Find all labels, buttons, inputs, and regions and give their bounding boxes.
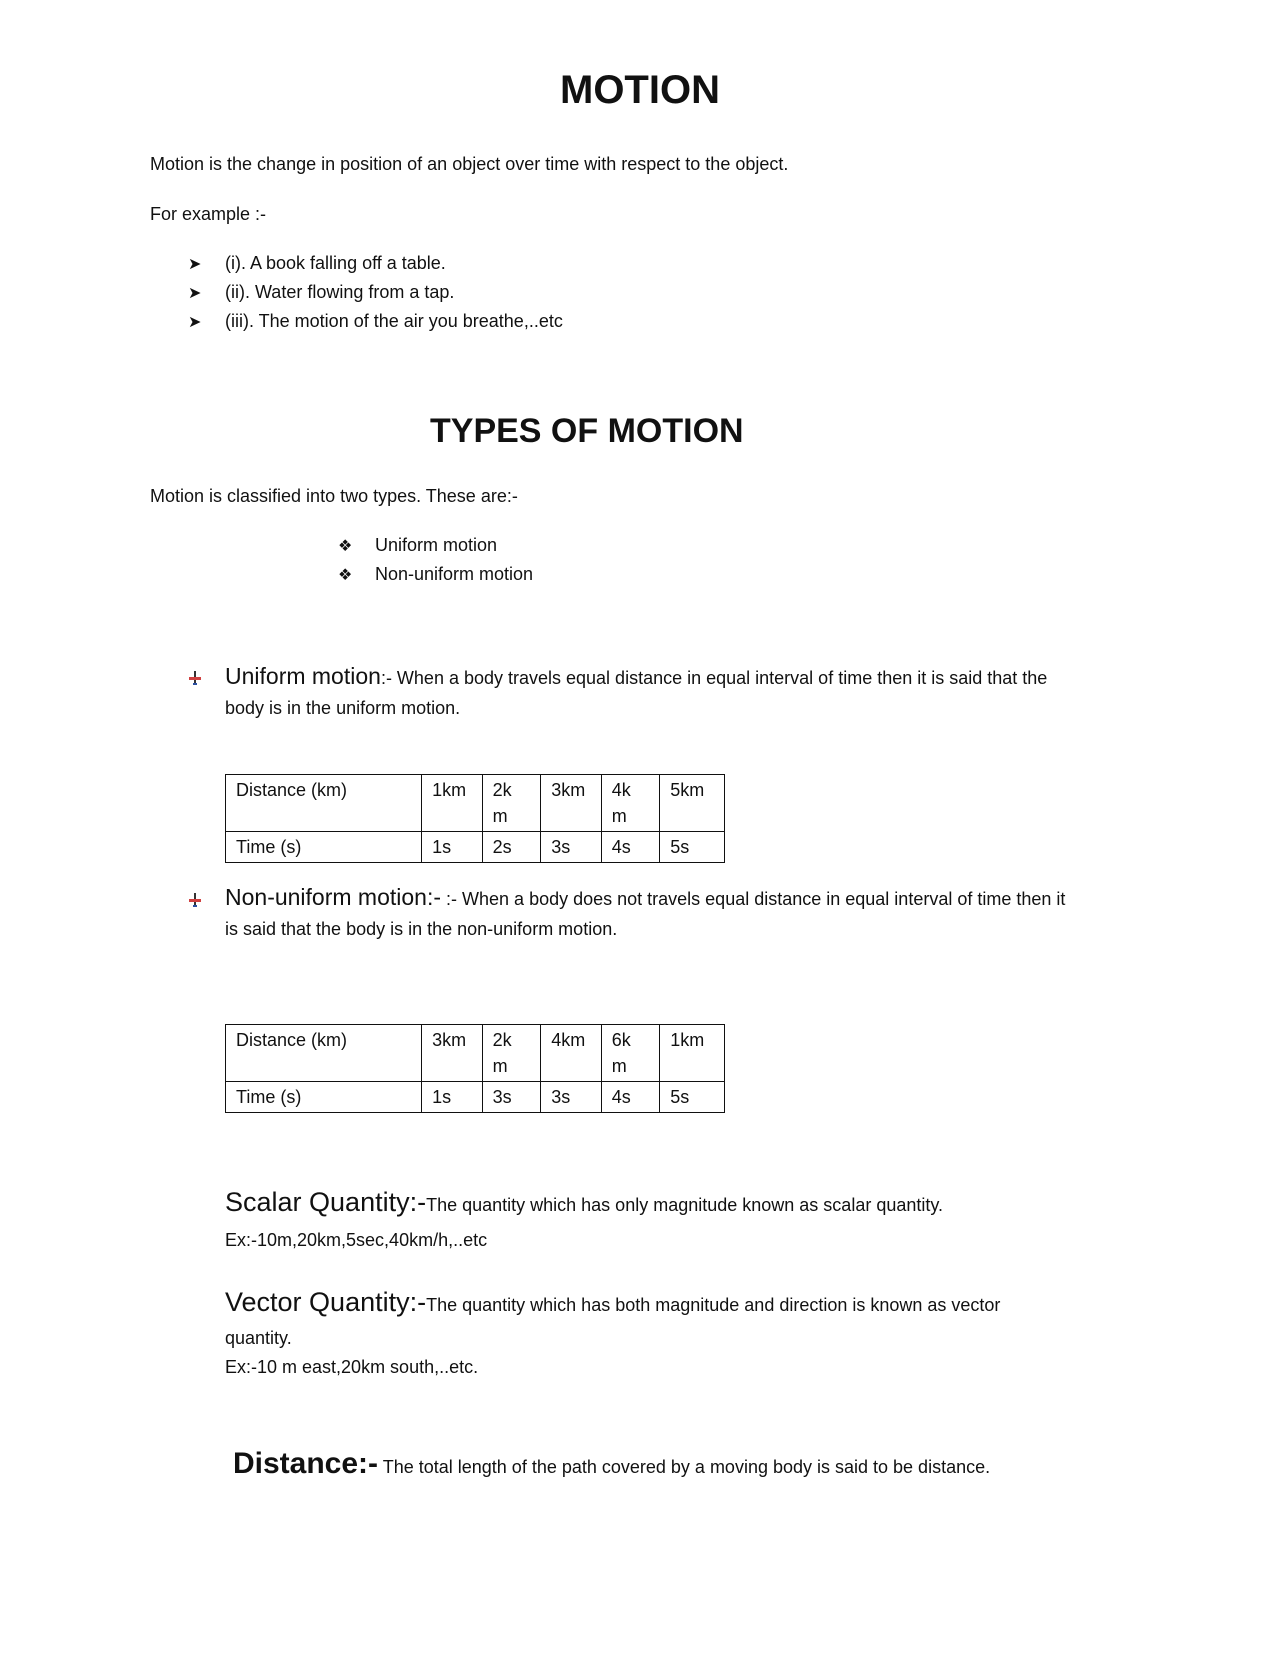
table-cell: 2k m [482,1025,541,1082]
table-row [226,1082,725,1113]
vector-head: Vector Quantity:- [225,1287,427,1317]
table-cell: 4s [601,1082,660,1113]
distance-text: The total length of the path covered by a moving body is said to be distance. [378,1457,991,1477]
table-cell: 5s [660,832,725,863]
vector-text: The quantity which has both magnitude and direction is known as vector [426,1295,1001,1315]
list-item: Non-uniform motion [375,564,534,584]
table-cell: 2k m [482,775,541,832]
table-row [226,1025,725,1082]
uniform-text: :- When a body travels equal distance in equal interval of time then it is said that the [380,668,1048,688]
table-cell: 3km [541,775,602,832]
vector-example: Ex:-10 m east,20km south,..etc. [225,1357,479,1377]
distance-paragraph [233,1447,990,1481]
table-row [226,775,725,832]
table-cell: 4k m [601,775,660,832]
table-cell: 4km [541,1025,602,1082]
table-cell: 3s [541,832,602,863]
arrow-bullet-icon: ➤ [188,256,202,273]
pushpin-bullet-icon [187,892,203,908]
diamond-bullet-icon: ❖ [338,538,353,555]
nonuniform-text-cont: is said that the body is in the non-uniform motion. [225,919,618,939]
table-cell: Time (s) [226,1082,422,1113]
table-cell: Distance (km) [226,775,422,832]
diamond-bullet-icon: ❖ [338,567,353,584]
table-cell: 2s [482,832,541,863]
nonuniform-table [225,1024,725,1113]
nonuniform-head: Non-uniform motion:- [225,884,442,910]
nonuniform-text: :- When a body does not travels equal distance in equal interval of time then it [441,889,1066,909]
table-cell: 4s [601,832,660,863]
pushpin-bullet-icon [187,670,203,686]
table-row [226,832,725,863]
arrow-bullet-icon: ➤ [188,285,202,302]
table-cell: 3km [422,1025,483,1082]
uniform-table [225,774,725,863]
uniform-text-cont: body is in the uniform motion. [225,698,461,718]
scalar-paragraph [225,1187,943,1218]
types-title: TYPES OF MOTION [430,412,744,450]
vector-text-cont: quantity. [225,1328,292,1348]
scalar-text: The quantity which has only magnitude known as scalar quantity. [426,1195,944,1215]
uniform-paragraph [225,663,1047,690]
list-item: (ii). Water flowing from a tap. [225,282,455,302]
uniform-head: Uniform motion [225,663,381,689]
list-item: (iii). The motion of the air you breathe,..etc [225,311,563,331]
table-cell: Time (s) [226,832,422,863]
example-label: For example :- [150,204,267,224]
scalar-head: Scalar Quantity:- [225,1187,427,1217]
arrow-bullet-icon: ➤ [188,314,202,331]
vector-paragraph [225,1287,1000,1318]
distance-head: Distance:- [233,1447,379,1480]
table-cell: 1km [660,1025,725,1082]
table-cell: 3s [541,1082,602,1113]
table-cell: 3s [482,1082,541,1113]
intro-text: Motion is the change in position of an object over time with respect to the object. [150,154,789,174]
table-cell: 6k m [601,1025,660,1082]
table-cell: 1s [422,832,483,863]
table-cell: 1km [422,775,483,832]
types-intro: Motion is classified into two types. These are:- [150,486,518,506]
scalar-example: Ex:-10m,20km,5sec,40km/h,..etc [225,1230,488,1250]
table-cell: 5s [660,1082,725,1113]
table-cell: Distance (km) [226,1025,422,1082]
page-title: MOTION [560,68,720,112]
nonuniform-paragraph [225,884,1065,911]
list-item: (i). A book falling off a table. [225,253,446,273]
table-cell: 5km [660,775,725,832]
list-item: Uniform motion [375,535,498,555]
table-cell: 1s [422,1082,483,1113]
